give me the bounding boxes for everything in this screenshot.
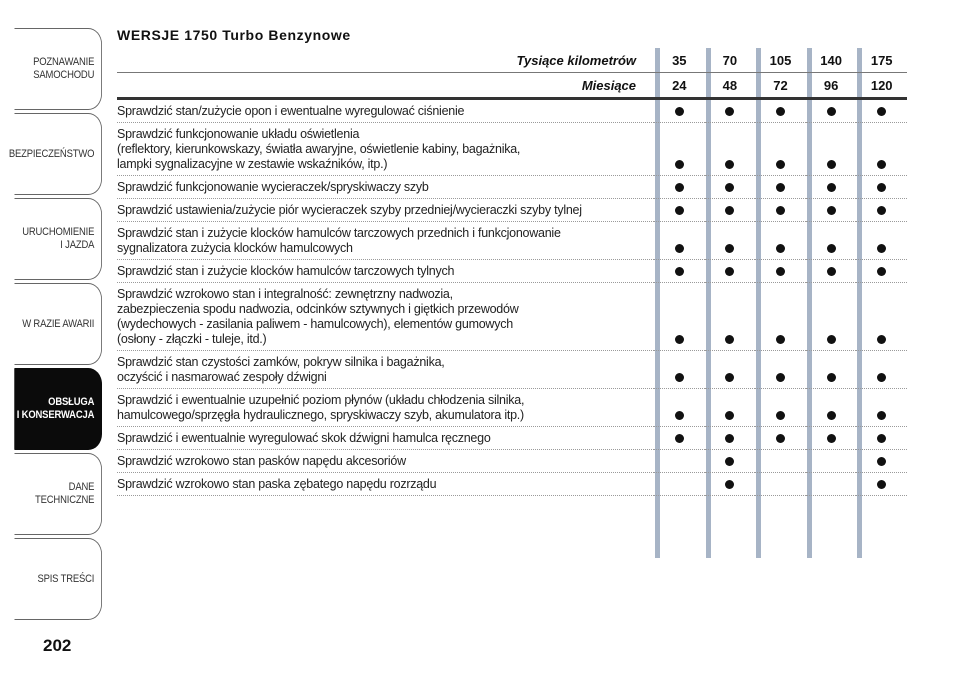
schedule-cell	[856, 351, 907, 389]
km-value: 175	[856, 48, 907, 73]
chapter-tab-5[interactable]: OBSŁUGA I KONSERWACJA	[14, 368, 102, 450]
schedule-cell	[705, 260, 756, 283]
schedule-cell	[856, 99, 907, 123]
chapter-tab-1[interactable]: POZNAWANIE SAMOCHODU	[14, 28, 102, 110]
schedule-cell	[856, 473, 907, 496]
schedule-cell	[806, 123, 857, 176]
schedule-cell	[654, 473, 705, 496]
schedule-cell	[654, 176, 705, 199]
page-number: 202	[43, 636, 72, 655]
check-dot-icon	[725, 183, 734, 192]
check-dot-icon	[827, 335, 836, 344]
schedule-cell	[755, 199, 806, 222]
check-dot-icon	[877, 206, 886, 215]
check-dot-icon	[776, 160, 785, 169]
table-row	[117, 222, 907, 260]
schedule-cell	[654, 450, 705, 473]
check-dot-icon	[776, 244, 785, 253]
row-description: Sprawdzić stan i zużycie klocków hamulców tarczowych tylnych	[117, 260, 654, 283]
schedule-cell	[705, 389, 756, 427]
check-dot-icon	[776, 183, 785, 192]
check-dot-icon	[877, 267, 886, 276]
check-dot-icon	[877, 434, 886, 443]
check-dot-icon	[675, 434, 684, 443]
schedule-cell	[806, 351, 857, 389]
schedule-cell	[806, 473, 857, 496]
row-description: Sprawdzić wzrokowo stan paska zębatego napędu rozrządu	[117, 473, 654, 496]
check-dot-icon	[877, 160, 886, 169]
row-description: Sprawdzić i ewentualnie uzupełnić poziom płynów (układu chłodzenia silnika, hamulcowego/sprzęgła hydraulicznego, spryskiwaczy szyb, akumulatora itp.)	[117, 389, 654, 427]
row-description: Sprawdzić wzrokowo stan pasków napędu akcesoriów	[117, 450, 654, 473]
schedule-cell	[806, 450, 857, 473]
schedule-table	[117, 48, 907, 496]
check-dot-icon	[776, 373, 785, 382]
row-description: Sprawdzić stan/zużycie opon i ewentualne wyregulować ciśnienie	[117, 99, 654, 123]
table-row	[117, 389, 907, 427]
chapter-tab-3[interactable]: URUCHOMIENIE I JAZDA	[14, 198, 102, 280]
schedule-cell	[856, 222, 907, 260]
schedule-cell	[705, 222, 756, 260]
row-description: Sprawdzić wzrokowo stan i integralność: zewnętrzny nadwozia, zabezpieczenia spodu nadwozia, odcinków sztywnych i giętkich przewodów (wydechowych - zasilania paliwem - hamulcowych), elementów gumowych (osłony - złączki - tuleje, itd.)	[117, 283, 654, 351]
schedule-cell	[654, 99, 705, 123]
check-dot-icon	[776, 434, 785, 443]
schedule-cell	[654, 389, 705, 427]
schedule-cell	[755, 99, 806, 123]
check-dot-icon	[827, 411, 836, 420]
empty-cell	[675, 480, 684, 489]
table-row	[117, 176, 907, 199]
check-dot-icon	[725, 480, 734, 489]
check-dot-icon	[877, 373, 886, 382]
km-value: 70	[705, 48, 756, 73]
check-dot-icon	[827, 206, 836, 215]
schedule-cell	[856, 176, 907, 199]
month-value: 120	[856, 73, 907, 99]
check-dot-icon	[725, 335, 734, 344]
table-row	[117, 473, 907, 496]
check-dot-icon	[877, 480, 886, 489]
schedule-cell	[654, 199, 705, 222]
schedule-cell	[856, 283, 907, 351]
schedule-cell	[755, 222, 806, 260]
check-dot-icon	[675, 244, 684, 253]
check-dot-icon	[877, 244, 886, 253]
schedule-cell	[755, 176, 806, 199]
check-dot-icon	[725, 244, 734, 253]
table-row	[117, 283, 907, 351]
chapter-tab-2[interactable]: BEZPIECZEŃSTWO	[14, 113, 102, 195]
check-dot-icon	[827, 244, 836, 253]
schedule-cell	[856, 123, 907, 176]
empty-cell	[827, 480, 836, 489]
schedule-cell	[806, 427, 857, 450]
schedule-cell	[705, 99, 756, 123]
chapter-tab-7[interactable]: SPIS TREŚCI	[14, 538, 102, 620]
check-dot-icon	[877, 183, 886, 192]
maintenance-schedule	[117, 26, 907, 496]
km-value: 140	[806, 48, 857, 73]
check-dot-icon	[725, 107, 734, 116]
header-km-row	[117, 48, 907, 73]
schedule-cell	[806, 99, 857, 123]
check-dot-icon	[725, 457, 734, 466]
schedule-cell	[755, 260, 806, 283]
header-km-label: Tysiące kilometrów	[117, 48, 654, 73]
empty-cell	[776, 480, 785, 489]
check-dot-icon	[776, 267, 785, 276]
empty-cell	[827, 457, 836, 466]
schedule-cell	[755, 450, 806, 473]
schedule-cell	[654, 351, 705, 389]
check-dot-icon	[725, 206, 734, 215]
check-dot-icon	[675, 267, 684, 276]
check-dot-icon	[675, 160, 684, 169]
km-value: 105	[755, 48, 806, 73]
chapter-tabs	[0, 28, 102, 623]
row-description: Sprawdzić ustawienia/zużycie piór wycieraczek szyby przedniej/wycieraczki szyby tylnej	[117, 199, 654, 222]
schedule-cell	[705, 450, 756, 473]
header-month-row	[117, 73, 907, 99]
schedule-cell	[654, 123, 705, 176]
schedule-cell	[654, 222, 705, 260]
check-dot-icon	[725, 373, 734, 382]
check-dot-icon	[725, 160, 734, 169]
check-dot-icon	[877, 335, 886, 344]
schedule-cell	[705, 473, 756, 496]
schedule-cell	[654, 427, 705, 450]
km-value: 35	[654, 48, 705, 73]
section-title: WERSJE 1750 Turbo Benzynowe	[117, 27, 351, 43]
schedule-cell	[705, 123, 756, 176]
row-description: Sprawdzić funkcjonowanie układu oświetlenia (reflektory, kierunkowskazy, światła awaryjne, oświetlenie kabiny, bagażnika, lampki sygnalizacyjne w zestawie wskaźników, itp.)	[117, 123, 654, 176]
schedule-cell	[705, 283, 756, 351]
check-dot-icon	[877, 457, 886, 466]
month-value: 48	[705, 73, 756, 99]
row-description: Sprawdzić stan czystości zamków, pokryw silnika i bagażnika, oczyścić i nasmarować zespoły dźwigni	[117, 351, 654, 389]
header-month-label: Miesiące	[117, 73, 654, 99]
row-description: Sprawdzić funkcjonowanie wycieraczek/spryskiwaczy szyb	[117, 176, 654, 199]
check-dot-icon	[776, 107, 785, 116]
schedule-cell	[755, 427, 806, 450]
check-dot-icon	[725, 267, 734, 276]
table-row	[117, 450, 907, 473]
check-dot-icon	[776, 411, 785, 420]
row-description: Sprawdzić stan i zużycie klocków hamulców tarczowych przednich i funkcjonowanie sygnalizatora zużycia klocków hamulcowych	[117, 222, 654, 260]
schedule-cell	[755, 473, 806, 496]
schedule-cell	[755, 389, 806, 427]
check-dot-icon	[877, 107, 886, 116]
table-row	[117, 427, 907, 450]
empty-cell	[675, 457, 684, 466]
schedule-cell	[654, 260, 705, 283]
schedule-cell	[806, 260, 857, 283]
check-dot-icon	[827, 183, 836, 192]
check-dot-icon	[675, 107, 684, 116]
schedule-cell	[856, 199, 907, 222]
table-row	[117, 123, 907, 176]
schedule-cell	[705, 427, 756, 450]
schedule-cell	[856, 450, 907, 473]
schedule-cell	[806, 389, 857, 427]
check-dot-icon	[675, 373, 684, 382]
table-row	[117, 351, 907, 389]
check-dot-icon	[675, 206, 684, 215]
month-value: 72	[755, 73, 806, 99]
check-dot-icon	[675, 411, 684, 420]
schedule-cell	[856, 260, 907, 283]
schedule-cell	[705, 351, 756, 389]
chapter-tab-4[interactable]: W RAZIE AWARII	[14, 283, 102, 365]
schedule-cell	[755, 283, 806, 351]
row-description: Sprawdzić i ewentualnie wyregulować skok dźwigni hamulca ręcznego	[117, 427, 654, 450]
schedule-cell	[856, 389, 907, 427]
schedule-cell	[705, 176, 756, 199]
schedule-cell	[806, 176, 857, 199]
check-dot-icon	[827, 160, 836, 169]
check-dot-icon	[725, 434, 734, 443]
check-dot-icon	[776, 335, 785, 344]
schedule-cell	[755, 123, 806, 176]
schedule-cell	[856, 427, 907, 450]
month-value: 96	[806, 73, 857, 99]
check-dot-icon	[675, 335, 684, 344]
empty-cell	[776, 457, 785, 466]
table-row	[117, 199, 907, 222]
check-dot-icon	[827, 107, 836, 116]
check-dot-icon	[675, 183, 684, 192]
month-value: 24	[654, 73, 705, 99]
schedule-cell	[806, 283, 857, 351]
schedule-cell	[755, 351, 806, 389]
check-dot-icon	[827, 434, 836, 443]
table-row	[117, 260, 907, 283]
table-row	[117, 99, 907, 123]
schedule-cell	[654, 283, 705, 351]
check-dot-icon	[827, 267, 836, 276]
check-dot-icon	[776, 206, 785, 215]
schedule-cell	[806, 222, 857, 260]
schedule-cell	[705, 199, 756, 222]
check-dot-icon	[877, 411, 886, 420]
chapter-tab-6[interactable]: DANE TECHNICZNE	[14, 453, 102, 535]
check-dot-icon	[827, 373, 836, 382]
check-dot-icon	[725, 411, 734, 420]
schedule-cell	[806, 199, 857, 222]
